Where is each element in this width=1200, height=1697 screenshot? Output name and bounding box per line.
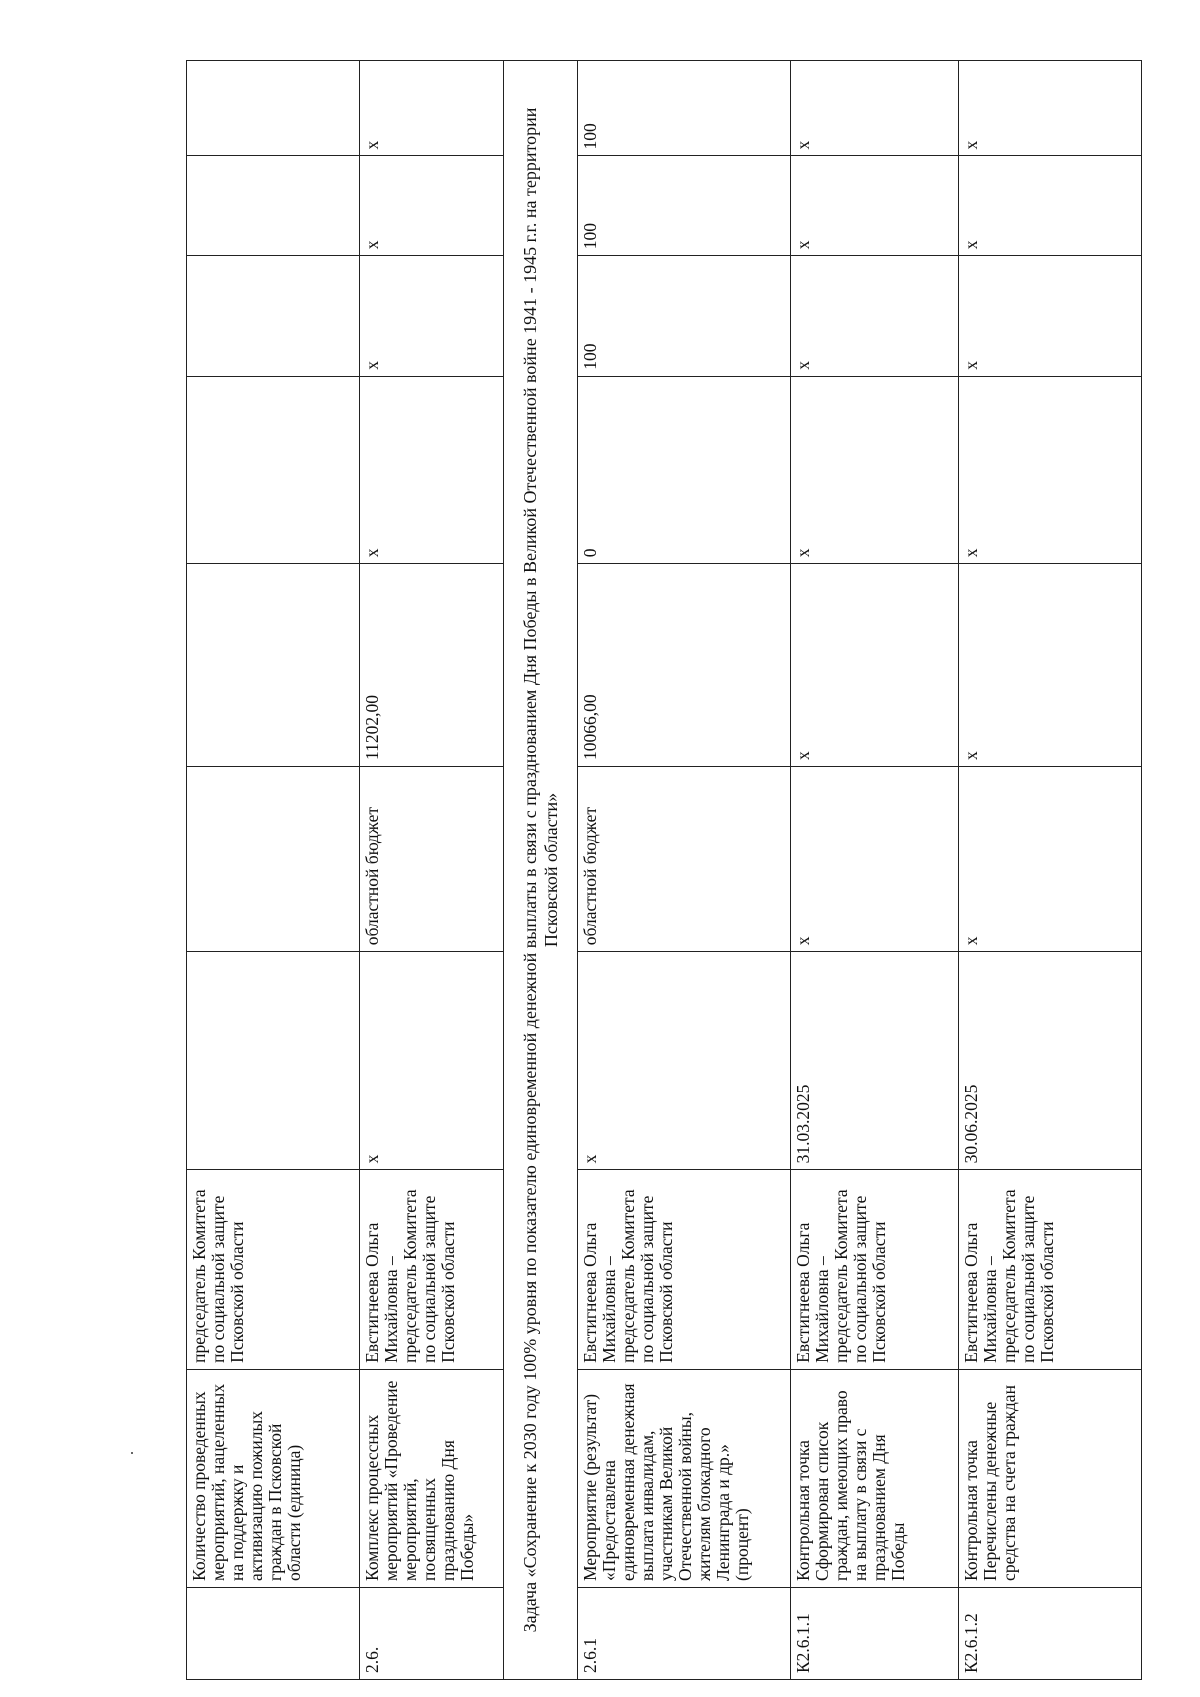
row-value-1: х [360, 376, 504, 563]
row-value-4 [187, 61, 360, 156]
table-row [187, 61, 360, 1680]
row-value-1: 0 [578, 376, 791, 563]
scan-speck [131, 1452, 133, 1454]
plan-table [186, 60, 1142, 1680]
row-number: 2.6. [360, 1587, 504, 1679]
row-value-1: х [959, 376, 1142, 563]
row-source: областной бюджет [578, 766, 791, 951]
row-value-3: х [791, 156, 959, 256]
rotated-page-content [186, 60, 1141, 1680]
row-value-2: х [791, 256, 959, 377]
row-value-3 [187, 156, 360, 256]
row-name: Контрольная точка Сформирован список граждан, имеющих право на выплату в связи с празднованием Дня Победы [791, 1369, 959, 1587]
row-responsible: Евстигнеева Ольга Михайловна – председатель Комитета по социальной защите Псковской области [360, 1170, 504, 1369]
task-heading: Задача «Сохранение к 2030 году 100% уровня по показателю единовременной денежной выплаты в связи с празднованием Дня Победы в Великой Отечественной войне 1941 - 1945 г.г. на территории Псковской области» [504, 61, 578, 1680]
row-responsible: Евстигнеева Ольга Михайловна – председатель Комитета по социальной защите Псковской области [959, 1170, 1142, 1369]
row-name: Количество проведенных мероприятий, нацеленных на поддержку и активизацию пожилых граждан в Псковской области (единица) [187, 1369, 360, 1587]
row-amount [187, 564, 360, 767]
row-value-1 [187, 376, 360, 563]
row-date [187, 952, 360, 1170]
row-responsible: Евстигнеева Ольга Михайловна – председатель Комитета по социальной защите Псковской области [791, 1170, 959, 1369]
table-row [578, 61, 791, 1680]
row-value-2 [187, 256, 360, 377]
task-row [504, 61, 578, 1680]
row-name: Мероприятие (результат) «Предоставлена единовременная денежная выплата инвалидам, участникам Великой Отечественной войны, жителям блокадного Ленинграда и др.» (процент) [578, 1369, 791, 1587]
row-source: х [959, 766, 1142, 951]
row-name: Контрольная точка Перечислены денежные средства на счета граждан [959, 1369, 1142, 1587]
row-value-3: 100 [578, 156, 791, 256]
row-value-2: 100 [578, 256, 791, 377]
row-amount: 11202,00 [360, 564, 504, 767]
row-value-3: х [360, 156, 504, 256]
row-value-4: х [791, 61, 959, 156]
row-source [187, 766, 360, 951]
row-number [187, 1587, 360, 1679]
row-value-4: х [360, 61, 504, 156]
row-amount: х [959, 564, 1142, 767]
row-amount: х [791, 564, 959, 767]
row-value-2: х [959, 256, 1142, 377]
row-value-2: х [360, 256, 504, 377]
row-date: х [360, 952, 504, 1170]
row-value-4: 100 [578, 61, 791, 156]
row-source: областной бюджет [360, 766, 504, 951]
row-amount: 10066,00 [578, 564, 791, 767]
table-row [959, 61, 1142, 1680]
row-value-4: х [959, 61, 1142, 156]
row-number: К2.6.1.2 [959, 1587, 1142, 1679]
table-row [360, 61, 504, 1680]
row-date: 31.03.2025 [791, 952, 959, 1170]
row-value-1: х [791, 376, 959, 563]
row-source: х [791, 766, 959, 951]
row-value-3: х [959, 156, 1142, 256]
row-name: Комплекс процессных мероприятий «Проведение мероприятий, посвященных празднованию Дня Победы» [360, 1369, 504, 1587]
row-number: 2.6.1 [578, 1587, 791, 1679]
row-responsible: председатель Комитета по социальной защите Псковской области [187, 1170, 360, 1369]
row-responsible: Евстигнеева Ольга Михайловна – председатель Комитета по социальной защите Псковской области [578, 1170, 791, 1369]
row-date: х [578, 952, 791, 1170]
table-row [791, 61, 959, 1680]
row-number: К2.6.1.1 [791, 1587, 959, 1679]
row-date: 30.06.2025 [959, 952, 1142, 1170]
